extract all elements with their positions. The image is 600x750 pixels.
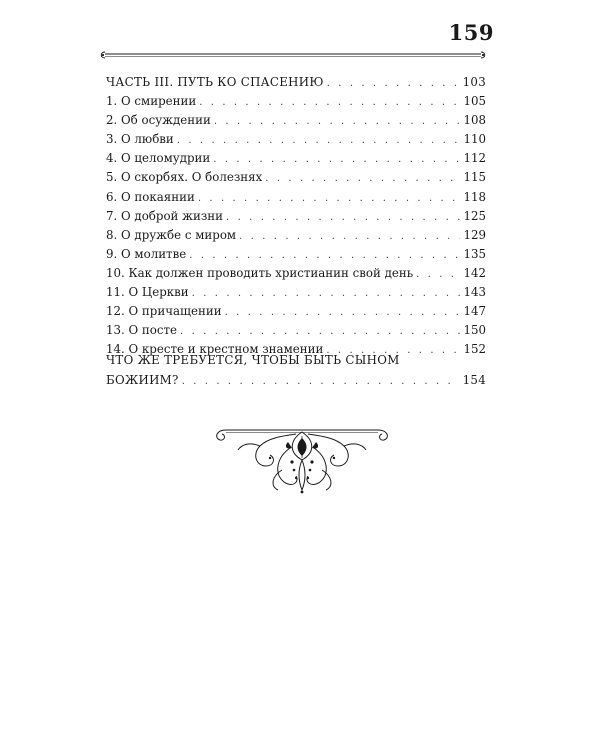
toc-leader-dots [199, 97, 460, 108]
toc-final-page: 154 [462, 372, 486, 387]
toc-entry [106, 190, 486, 209]
toc-entry [106, 323, 486, 342]
toc-entry-label: 14. О кресте и крестном знамении [106, 342, 324, 357]
toc-entry-page: 142 [463, 265, 486, 280]
toc-entry-page: 118 [463, 189, 486, 204]
toc-entry-label: 6. О покаянии [106, 189, 195, 204]
toc-leader-dots [265, 173, 460, 184]
toc-entry-label: 5. О скорбях. О болезнях [106, 170, 263, 185]
toc-leader-dots [416, 269, 460, 280]
toc-leader-dots [213, 154, 460, 165]
toc-entry-page: 152 [463, 342, 486, 357]
toc-entry-page: 135 [463, 246, 486, 261]
toc-entry [106, 209, 486, 228]
toc-entry [106, 304, 486, 323]
toc-final-label-line2: БОЖИИМ? [106, 372, 179, 387]
toc-entry-label: 8. О дружбе с миром [106, 227, 237, 242]
toc-leader-dots [182, 376, 460, 387]
toc-entry-label: 10. Как должен проводить христианин свой день [106, 265, 414, 280]
toc-part-page: 103 [462, 75, 486, 89]
toc-entry-page: 143 [463, 285, 486, 300]
toc-final-entry [106, 353, 486, 392]
toc-entry-label: 13. О посте [106, 323, 178, 338]
toc-entry [106, 151, 486, 170]
toc-entry-page: 125 [463, 208, 486, 223]
toc-entry-page: 129 [463, 227, 486, 242]
toc-final-label-line1: ЧТО ЖЕ ТРЕБУЕТСЯ, ЧТОБЫ БЫТЬ СЫНОМ [106, 353, 400, 367]
page-number: 159 [448, 20, 494, 45]
toc-leader-dots [225, 307, 461, 318]
toc-entry-label: 7. О доброй жизни [106, 208, 224, 223]
toc-entry-page: 147 [463, 304, 486, 319]
toc-entry [106, 285, 486, 304]
toc-entry-page: 115 [463, 170, 486, 185]
toc-entry [106, 228, 486, 247]
toc-entry-page: 105 [463, 94, 486, 109]
toc-entry [106, 247, 486, 266]
toc-part-heading [106, 75, 486, 94]
toc-entry [106, 266, 486, 285]
toc-entry [106, 132, 486, 151]
toc-leader-dots [327, 78, 460, 89]
toc-leader-dots [180, 326, 460, 337]
toc-leader-dots [177, 135, 461, 146]
toc-entry-label: 4. О целомудрии [106, 151, 211, 166]
toc-entry-page: 108 [463, 113, 486, 128]
toc-entry-label: 1. О смирении [106, 94, 197, 109]
toc-leader-dots [214, 116, 461, 127]
toc-final-row [106, 373, 486, 392]
toc-leader-dots [192, 288, 461, 299]
toc-entry-label: 11. О Церкви [106, 285, 189, 300]
toc-entry-label: 3. О любви [106, 132, 174, 147]
toc-entry [106, 113, 486, 132]
toc-part-label: ЧАСТЬ III. ПУТЬ КО СПАСЕНИЮ [106, 75, 324, 89]
toc-leader-dots [198, 193, 461, 204]
toc-entry [106, 170, 486, 189]
toc-leader-dots [239, 231, 460, 242]
toc-entry [106, 94, 486, 113]
toc-entry-label: 2. Об осуждении [106, 113, 211, 128]
toc-entry-label: 12. О причащении [106, 304, 222, 319]
toc-items [106, 94, 486, 361]
ornamental-rule-icon [97, 50, 489, 60]
toc-leader-dots [226, 212, 460, 223]
toc-entry-label: 9. О молитве [106, 246, 187, 261]
table-of-contents [106, 75, 486, 361]
toc-entry-page: 110 [463, 132, 486, 147]
floral-vignette-icon [212, 418, 392, 496]
toc-entry-page: 112 [463, 151, 486, 166]
toc-leader-dots [189, 250, 460, 261]
toc-entry-page: 150 [463, 323, 486, 338]
